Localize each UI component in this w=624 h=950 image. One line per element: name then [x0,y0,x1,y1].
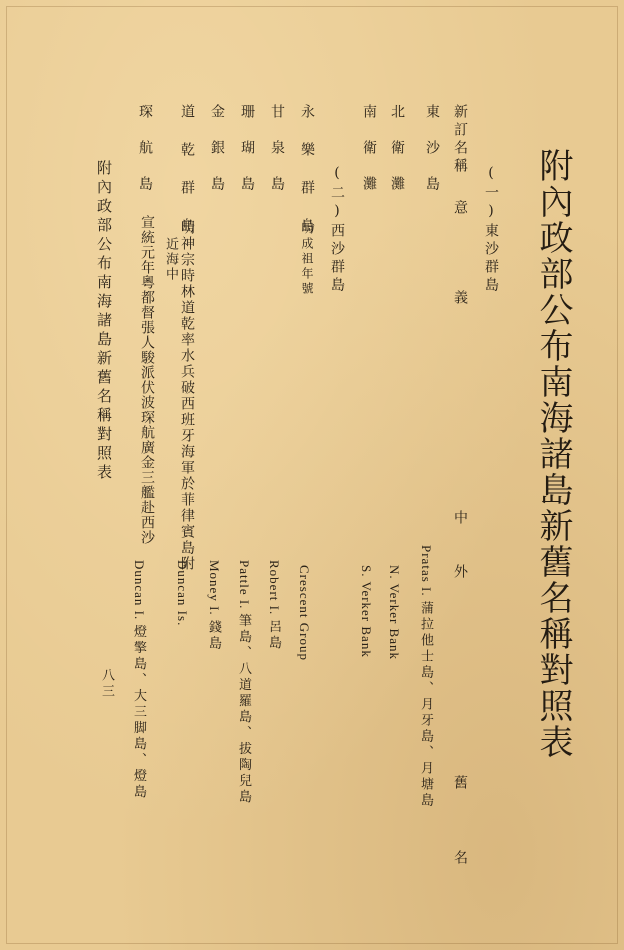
row-shanhu-foreign [238,560,251,806]
row-ganquan-zh: 呂島 [267,619,282,652]
running-footer-title: 附內政部公布南海諸島新舊名稱對照表 [95,160,113,483]
header-meaning: 意 義 [452,200,468,308]
row-yongle-meaning: 明成祖年號 [300,222,314,297]
row-dongsha-foreign [420,545,433,809]
row-chenhang-foreign [133,560,146,801]
header-foreign-b: 舊 [452,775,468,793]
row-ganquan-foreign [268,560,281,651]
row-nanwei-foreign [360,565,373,658]
row-jinyin-zh: 錢島 [207,619,222,652]
header-foreign-c: 名 [452,850,468,868]
row-chenhang-meaning: 宣統元年粵都督張人駿派伏波琛航廣金三艦赴西沙 [139,215,155,545]
row-daogan-meaning-2: 近海中 [163,237,178,282]
row-jinyin-new: 金 銀 島 [209,104,225,194]
row-jinyin-foreign [208,560,221,652]
row-yongle-new: 永 樂 群 島 [299,104,315,236]
page-title: 附內政部公布南海諸島新舊名稱對照表 [533,148,573,760]
row-daogan-new: 道 乾 群 島 [179,104,195,236]
row-chenhang-en: Duncan I. [132,560,147,621]
row-ganquan-en: Robert I. [267,560,282,616]
row-beiwei-foreign [388,565,401,660]
row-dongsha-zh: 蒲拉他士島、月牙島、月塘島 [419,600,434,809]
row-daogan-en: Duncan Is. [175,560,190,627]
section-heading-east: (一)東沙群島 [483,165,499,295]
row-nanwei-new: 南 衛 灘 [361,104,377,194]
page-number: 八三 [99,668,114,700]
row-shanhu-new: 珊 瑚 島 [239,104,255,194]
row-beiwei-new: 北 衛 灘 [389,104,405,194]
row-daogan-meaning-1: 明神宗時林道乾率水兵破西班牙海軍於菲律賓島附 [179,220,195,572]
row-shanhu-en: Pattle I. [237,560,252,610]
row-nanwei-en: S. Verker Bank [359,565,374,658]
row-beiwei-en: N. Verker Bank [387,565,402,660]
row-yongle-foreign [298,565,311,661]
row-chenhang-zh: 燈擎島、大三脚島、燈島 [132,624,147,801]
header-new-name: 新訂名稱 [452,104,468,176]
row-yongle-en: Crescent Group [297,565,312,661]
row-daogan-foreign [176,560,189,626]
row-dongsha-en: Pratas I. [419,545,434,597]
row-shanhu-zh: 筆島、八道羅島、拔陶兒島 [237,613,252,806]
row-dongsha-new: 東 沙 島 [424,104,440,194]
header-foreign-a: 中 外 [452,510,468,582]
row-chenhang-new: 琛 航 島 [137,104,153,194]
section-heading-west: (二)西沙群島 [329,165,345,295]
row-jinyin-en: Money I. [207,560,222,616]
row-ganquan-new: 甘 泉 島 [269,104,285,194]
